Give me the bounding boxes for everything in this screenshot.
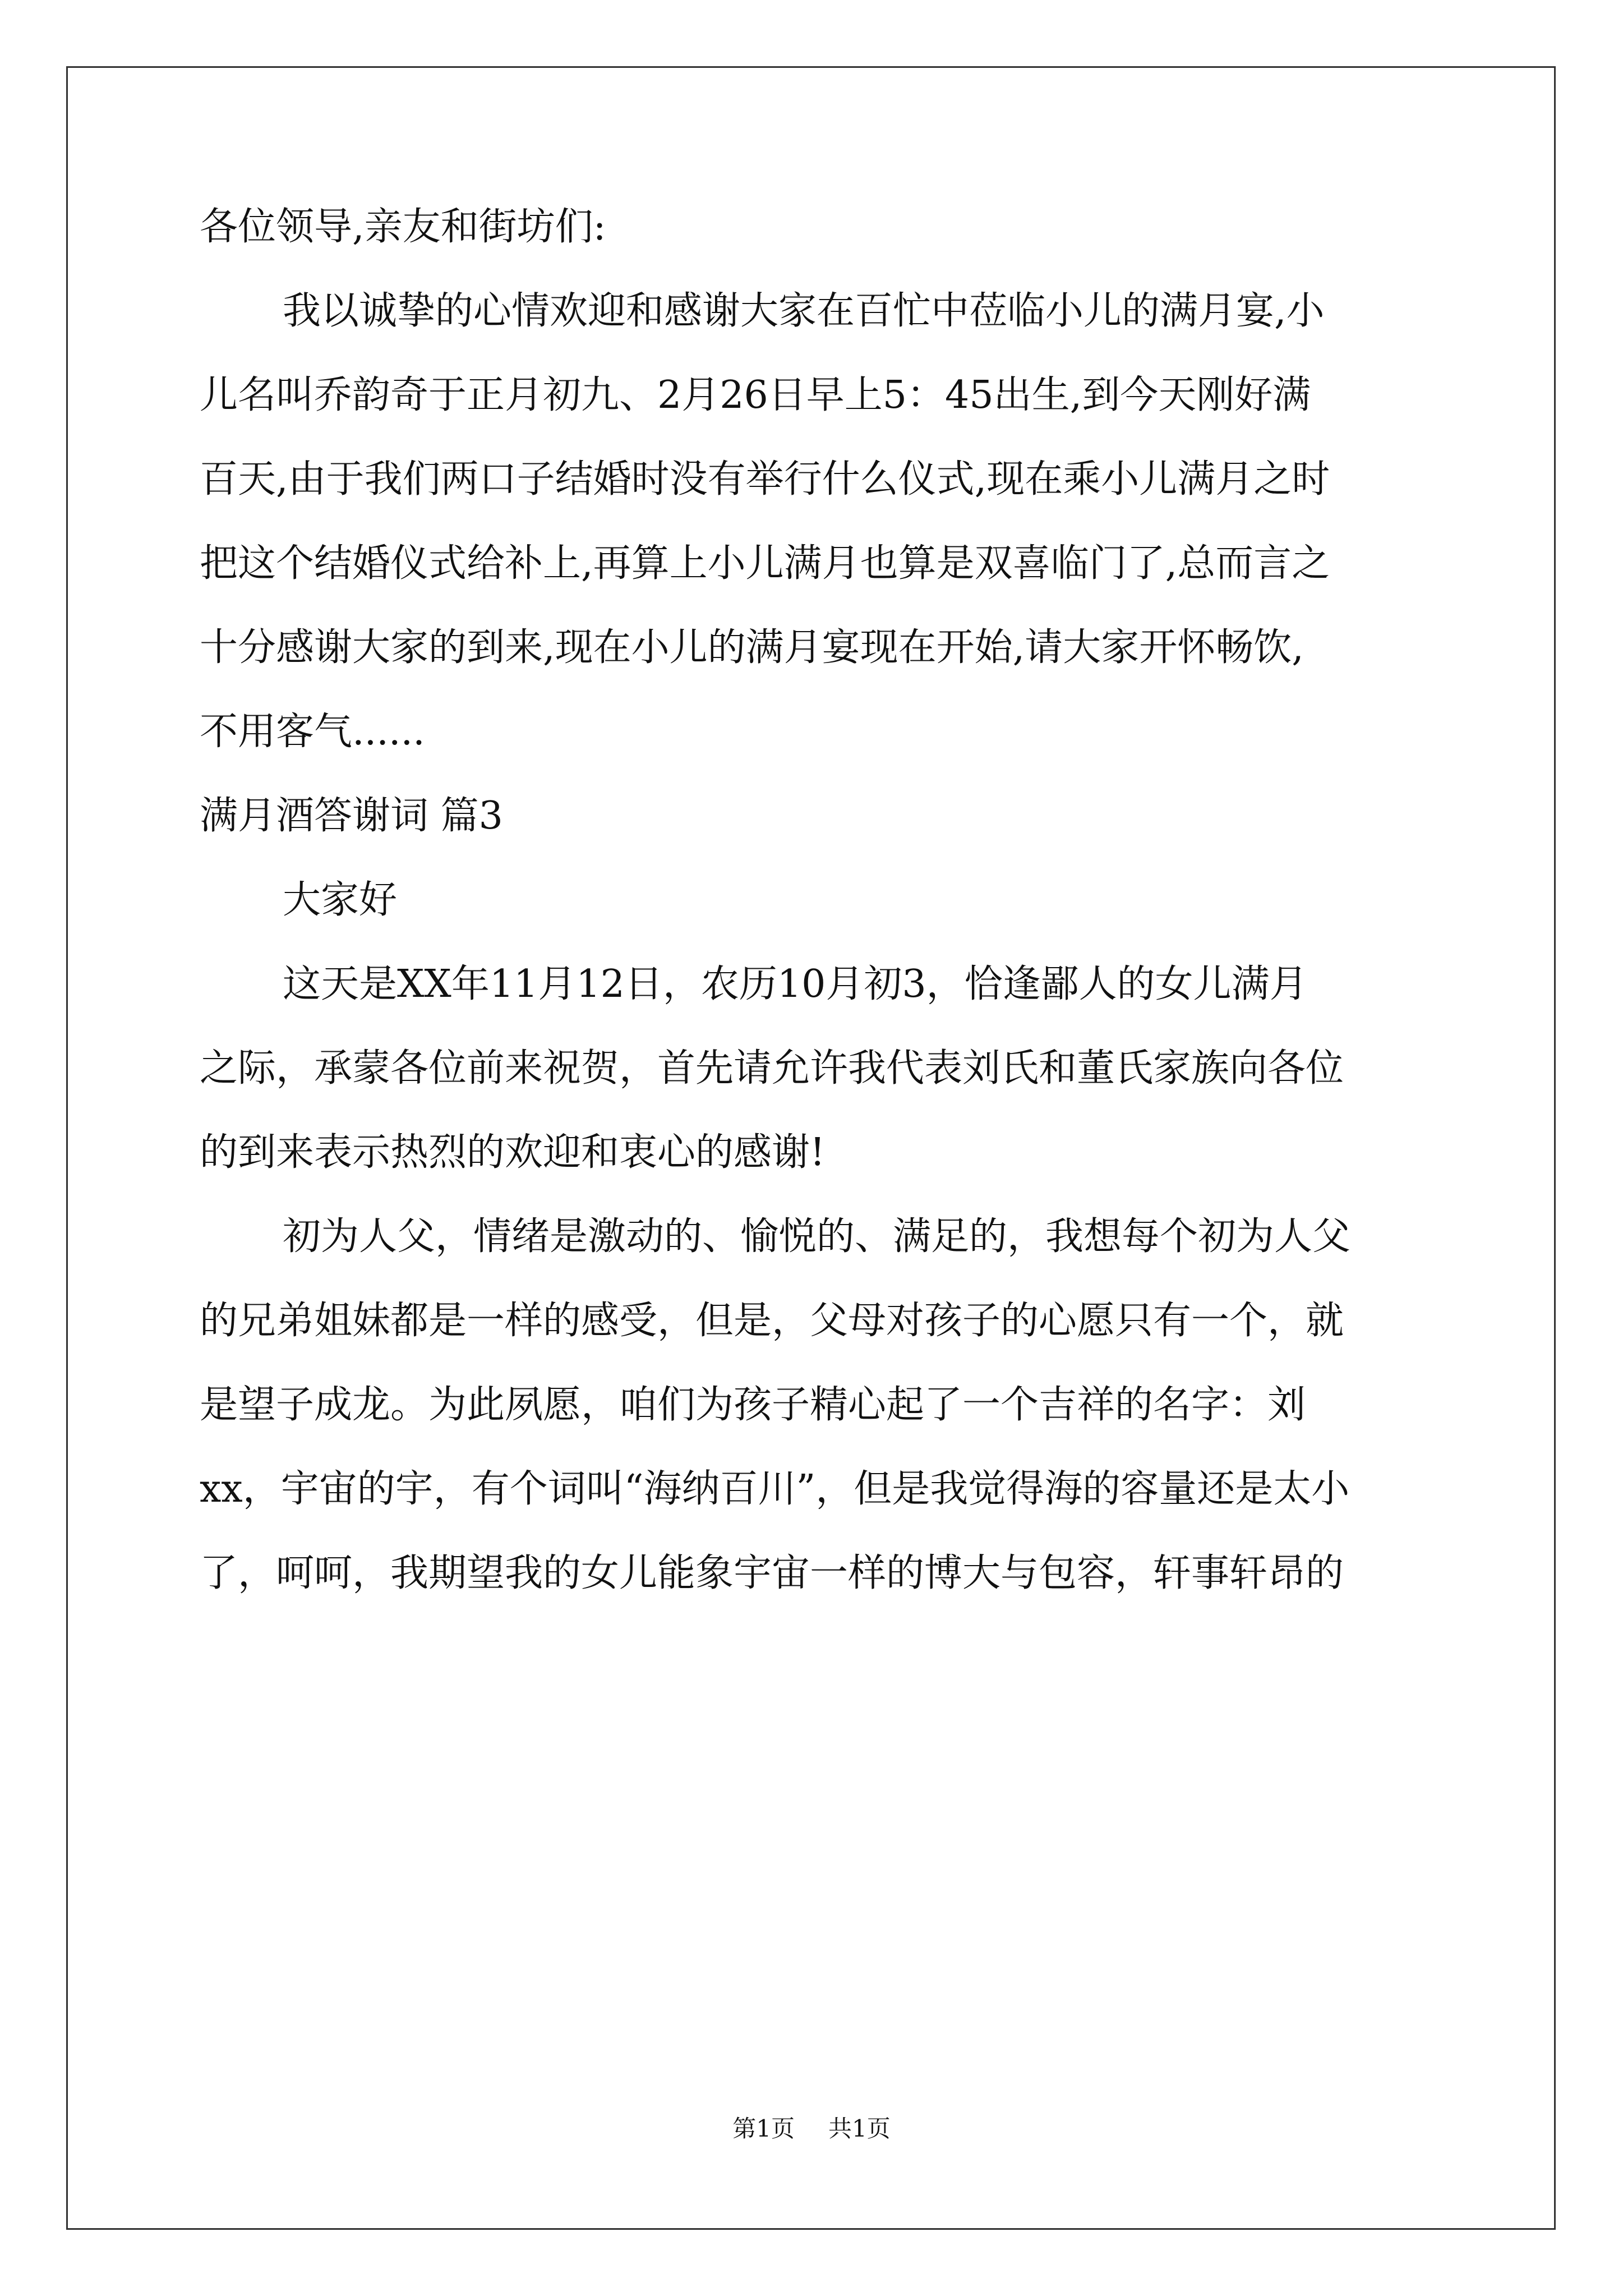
paragraph-line: xx，宇宙的宇，有个词叫“海纳百川”，但是我觉得海的容量还是太小 (200, 1467, 1350, 1511)
paragraph-line: 这天是XX年11月12日，农历10月初3，恰逢鄙人的女儿满月 (283, 962, 1308, 1006)
section-heading: 满月酒答谢词 篇3 (200, 794, 503, 838)
paragraph-line: 不用客气...... (200, 710, 425, 754)
greeting-line: 大家好 (283, 878, 398, 922)
paragraph-line: 把这个结婚仪式给补上,再算上小儿满月也算是双喜临门了,总而言之 (200, 541, 1330, 586)
paragraph-line: 儿名叫乔韵奇于正月初九、2月26日早上5：45出生,到今天刚好满 (200, 373, 1311, 417)
paragraph-line: 是望子成龙。为此夙愿，咱们为孩子精心起了一个吉祥的名字：刘 (200, 1383, 1306, 1427)
paragraph-line: 百天,由于我们两口子结婚时没有举行什么仪式,现在乘小儿满月之时 (200, 457, 1330, 501)
salutation-line: 各位领导,亲友和街坊们: (200, 205, 606, 249)
paragraph-line: 的到来表示热烈的欢迎和衷心的感谢! (200, 1130, 826, 1175)
paragraph-line: 了，呵呵，我期望我的女儿能象宇宙一样的博大与包容，轩事轩昂的 (200, 1551, 1344, 1595)
page-footer (0, 2115, 1623, 2143)
page-total: 共1页 (828, 2115, 891, 2142)
paragraph-line: 的兄弟姐妹都是一样的感受，但是，父母对孩子的心愿只有一个，就 (200, 1299, 1344, 1343)
page-number: 第1页 (732, 2115, 795, 2142)
paragraph-line: 我以诚挚的心情欢迎和感谢大家在百忙中莅临小儿的满月宴,小 (283, 289, 1325, 333)
paragraph-line: 之际，承蒙各位前来祝贺，首先请允许我代表刘氏和董氏家族向各位 (200, 1046, 1344, 1091)
paragraph-line: 十分感谢大家的到来,现在小儿的满月宴现在开始,请大家开怀畅饮, (200, 625, 1304, 670)
paragraph-line: 初为人父，情绪是激动的、愉悦的、满足的，我想每个初为人父 (283, 1214, 1351, 1259)
